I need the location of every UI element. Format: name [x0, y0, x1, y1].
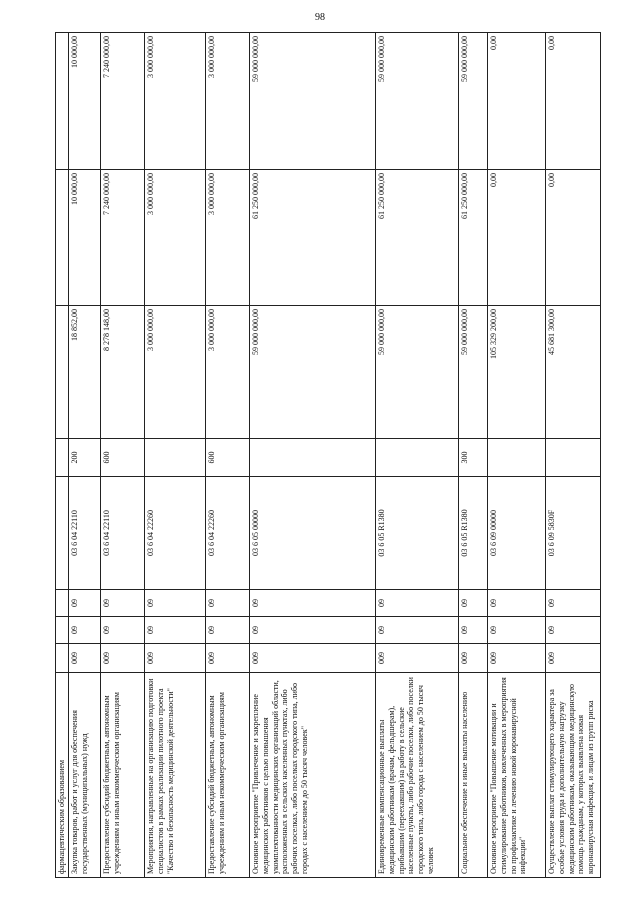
amount-2021-cell: 61 250 000,00	[376, 170, 459, 306]
amount-2021-cell: 3 000 000,00	[145, 170, 206, 306]
ministry-code-cell: 009	[376, 644, 459, 673]
subsection-code-cell: 09	[376, 590, 459, 617]
table-row	[250, 33, 376, 878]
amount-2022-cell: 59 000 000,00	[250, 33, 376, 170]
row-name-cell: фармацевтическим образованием	[56, 673, 69, 878]
section-code-cell: 09	[546, 617, 601, 644]
subsection-code-cell: 09	[488, 590, 546, 617]
amount-2022-cell: 3 000 000,00	[206, 33, 250, 170]
amount-2022-cell: 59 000 000,00	[376, 33, 459, 170]
ministry-code-cell: 009	[546, 644, 601, 673]
ministry-code-cell: 009	[250, 644, 376, 673]
subsection-code-cell: 09	[145, 590, 206, 617]
subsection-code-cell: 09	[69, 590, 101, 617]
amount-2022-cell: 3 000 000,00	[145, 33, 206, 170]
expense-type-cell	[376, 439, 459, 477]
expense-type-cell	[488, 439, 546, 477]
row-name-cell: Основное мероприятие "Повышение мотивации и стимулирование работников, вовлеченных в мероприятия по профилактике и лечению новой коронавирусной инфекции"	[488, 673, 546, 878]
table-row	[546, 33, 601, 878]
amount-2020-cell: 59 000 000,00	[459, 306, 488, 439]
amount-2022-cell: 59 000 000,00	[459, 33, 488, 170]
expense-type-cell	[145, 439, 206, 477]
target-article-cell: 03 6 05 00000	[250, 477, 376, 590]
amount-2021-cell: 3 000 000,00	[206, 170, 250, 306]
section-code-cell: 09	[145, 617, 206, 644]
target-article-cell: 03 6 09 00000	[488, 477, 546, 590]
expense-type-cell	[250, 439, 376, 477]
subsection-code-cell: 09	[250, 590, 376, 617]
subsection-code-cell: 09	[459, 590, 488, 617]
subsection-code-cell	[56, 590, 69, 617]
target-article-cell: 03 6 05 R1380	[459, 477, 488, 590]
expense-type-cell	[546, 439, 601, 477]
budget-table-body	[56, 33, 601, 878]
table-row	[145, 33, 206, 878]
expense-type-cell: 600	[206, 439, 250, 477]
table-row	[459, 33, 488, 878]
amount-2022-cell: 0,00	[546, 33, 601, 170]
expense-type-cell: 300	[459, 439, 488, 477]
table-row	[69, 33, 101, 878]
target-article-cell: 03 6 05 R1380	[376, 477, 459, 590]
budget-table	[55, 32, 601, 878]
amount-2020-cell: 105 329 200,00	[488, 306, 546, 439]
section-code-cell: 09	[459, 617, 488, 644]
subsection-code-cell: 09	[546, 590, 601, 617]
section-code-cell: 09	[69, 617, 101, 644]
amount-2021-cell: 0,00	[546, 170, 601, 306]
section-code-cell: 09	[376, 617, 459, 644]
amount-2020-cell: 8 278 148,00	[101, 306, 145, 439]
section-code-cell	[56, 617, 69, 644]
amount-2021-cell: 10 000,00	[69, 170, 101, 306]
amount-2020-cell	[56, 306, 69, 439]
section-code-cell: 09	[101, 617, 145, 644]
ministry-code-cell: 009	[145, 644, 206, 673]
target-article-cell: 03 6 04 22260	[145, 477, 206, 590]
amount-2021-cell: 61 250 000,00	[459, 170, 488, 306]
ministry-code-cell	[56, 644, 69, 673]
table-row	[488, 33, 546, 878]
page-number: 98	[315, 12, 325, 23]
expense-type-cell: 200	[69, 439, 101, 477]
amount-2022-cell: 0,00	[488, 33, 546, 170]
amount-2020-cell: 18 852,00	[69, 306, 101, 439]
row-name-cell: Предоставление субсидий бюджетным, автономным учреждениям и иным некоммерческим организациям	[101, 673, 145, 878]
target-article-cell: 03 6 04 22110	[101, 477, 145, 590]
amount-2021-cell: 61 250 000,00	[250, 170, 376, 306]
amount-2020-cell: 3 000 000,00	[145, 306, 206, 439]
table-row	[101, 33, 145, 878]
ministry-code-cell: 009	[101, 644, 145, 673]
amount-2022-cell: 7 240 000,00	[101, 33, 145, 170]
ministry-code-cell: 009	[69, 644, 101, 673]
row-name-cell: Основное мероприятие "Привлечение и закрепление медицинских работников с целью повышения укомплектованности медицинских организаций области, расположенных в сельских населенных пунктах, либо рабочих поселках, либо поселках городского типа, либо городах с населением до 50 тысяч человек"	[250, 673, 376, 878]
ministry-code-cell: 009	[206, 644, 250, 673]
expense-type-cell: 600	[101, 439, 145, 477]
row-name-cell: Предоставление субсидий бюджетным, автономным учреждениям и иным некоммерческим организациям	[206, 673, 250, 878]
ministry-code-cell: 009	[459, 644, 488, 673]
target-article-cell: 03 6 04 22260	[206, 477, 250, 590]
target-article-cell: 03 6 09 5830F	[546, 477, 601, 590]
table-row	[206, 33, 250, 878]
row-name-cell: Единовременные компенсационные выплаты медицинским работникам (врачам, фельдшерам), прибывшим (переехавшим) на работу в сельские населенные пункты, либо рабочие поселки, либо поселки городского типа, либо города с населением до 50 тысяч человек	[376, 673, 459, 878]
row-name-cell: Закупка товаров, работ и услуг для обеспечения государственных (муниципальных) нужд	[69, 673, 101, 878]
amount-2020-cell: 59 000 000,00	[376, 306, 459, 439]
amount-2022-cell: 10 000,00	[69, 33, 101, 170]
subsection-code-cell: 09	[206, 590, 250, 617]
amount-2021-cell: 0,00	[488, 170, 546, 306]
section-code-cell: 09	[250, 617, 376, 644]
amount-2021-cell	[56, 170, 69, 306]
section-code-cell: 09	[488, 617, 546, 644]
amount-2020-cell: 3 000 000,00	[206, 306, 250, 439]
section-code-cell: 09	[206, 617, 250, 644]
target-article-cell: 03 6 04 22110	[69, 477, 101, 590]
expense-type-cell	[56, 439, 69, 477]
amount-2020-cell: 59 000 000,00	[250, 306, 376, 439]
table-row	[56, 33, 69, 878]
row-name-cell: Осуществление выплат стимулирующего характера за особые условия труда и дополнительную нагрузку медицинским работникам, оказывающим медицинскую помощь гражданам, у которых выявлена новая коронавирусная инфекция, и лицам из групп риска	[546, 673, 601, 878]
subsection-code-cell: 09	[101, 590, 145, 617]
row-name-cell: Социальное обеспечение и иные выплаты населению	[459, 673, 488, 878]
amount-2021-cell: 7 240 000,00	[101, 170, 145, 306]
amount-2022-cell	[56, 33, 69, 170]
budget-table-frame	[55, 33, 600, 878]
ministry-code-cell: 009	[488, 644, 546, 673]
target-article-cell	[56, 477, 69, 590]
table-row	[376, 33, 459, 878]
amount-2020-cell: 45 681 300,00	[546, 306, 601, 439]
row-name-cell: Мероприятия, направленные на организацию подготовки специалистов в рамках реализации пилотного проекта "Качество и безопасность медицинской деятельности"	[145, 673, 206, 878]
